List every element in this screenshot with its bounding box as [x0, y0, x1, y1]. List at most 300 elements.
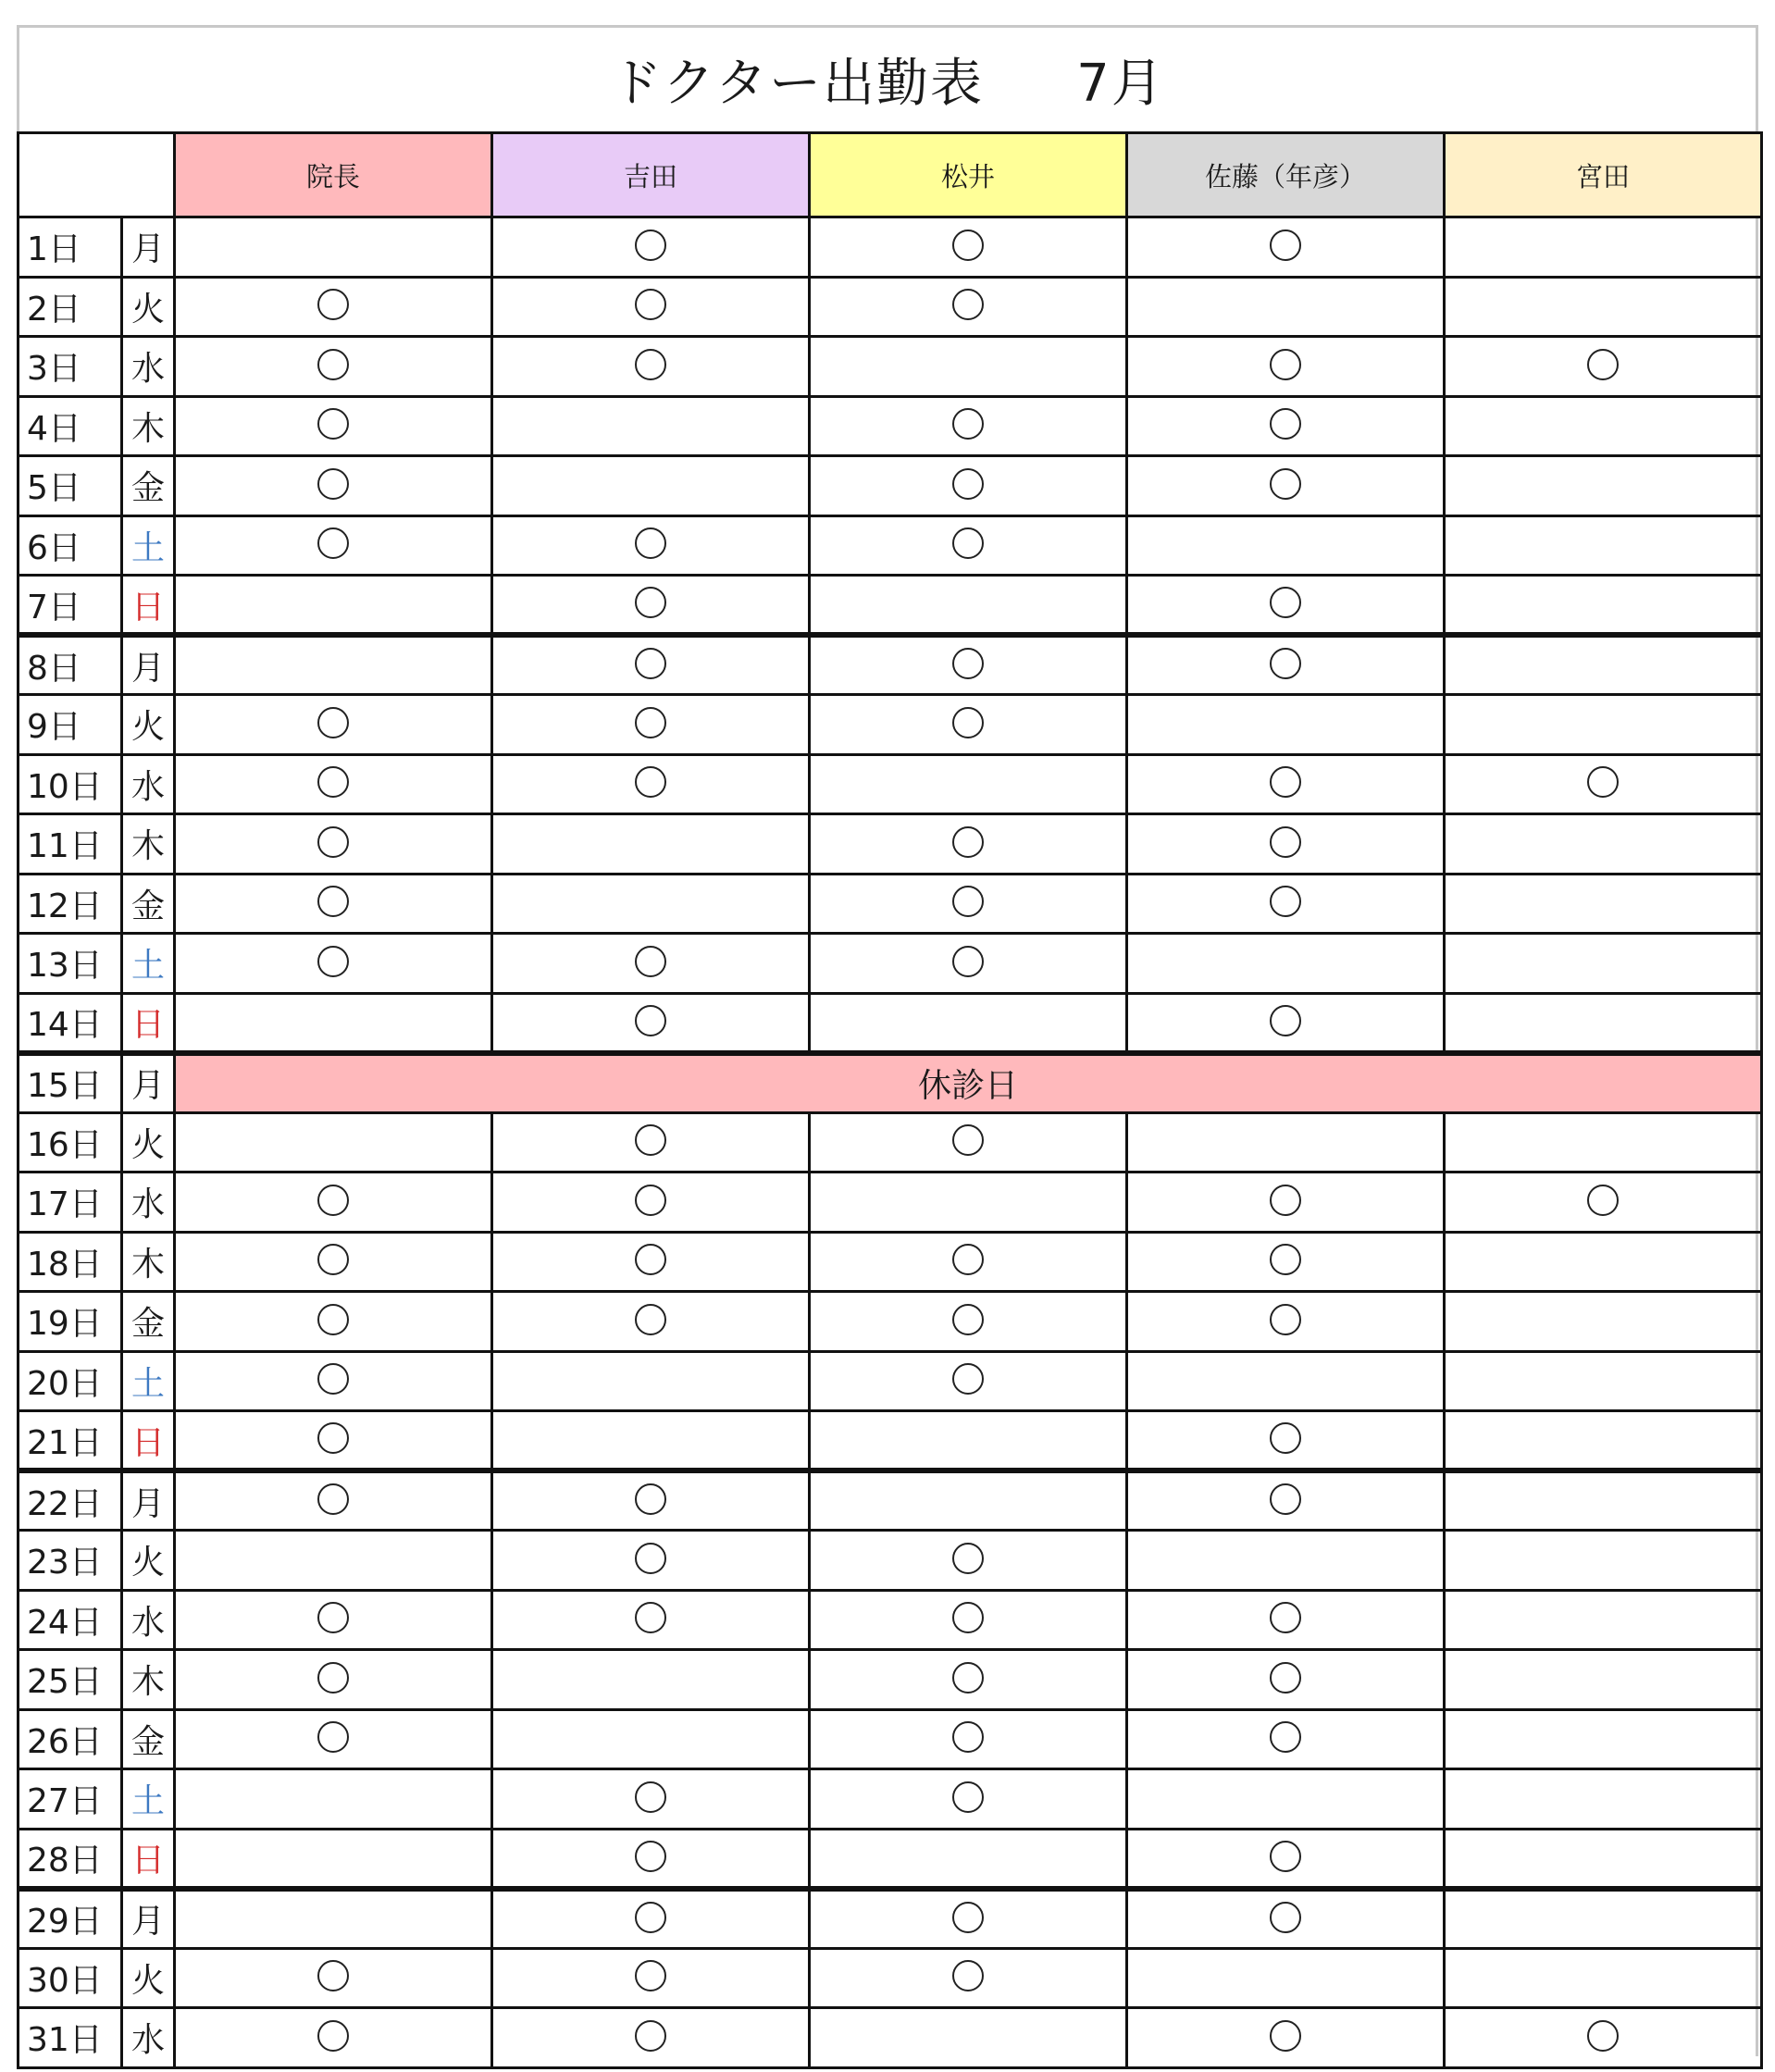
- schedule-cell: [1445, 1889, 1762, 1949]
- table-row: [19, 1769, 1762, 1830]
- attendance-mark: [952, 230, 984, 261]
- attendance-mark: [317, 289, 349, 320]
- schedule-cell: [1127, 1112, 1445, 1172]
- schedule-cell: [810, 1769, 1127, 1830]
- weekday: 日: [122, 576, 175, 636]
- day-number: 19日: [19, 1292, 122, 1352]
- day-number: 10日: [19, 754, 122, 814]
- table-row: [19, 396, 1762, 456]
- schedule-cell: [492, 1650, 810, 1710]
- table-row: [19, 1292, 1762, 1352]
- table-row: [19, 1829, 1762, 1889]
- schedule-cell: [1445, 874, 1762, 934]
- schedule-cell: [1445, 277, 1762, 337]
- schedule-cell: [1127, 1709, 1445, 1769]
- attendance-mark: [635, 289, 666, 320]
- schedule-cell: [1127, 337, 1445, 397]
- table-row: [19, 1232, 1762, 1292]
- schedule-cell: [1445, 396, 1762, 456]
- attendance-mark: [635, 707, 666, 738]
- page-title: ドクター出勤表: [610, 54, 985, 114]
- weekday: 土: [122, 1351, 175, 1411]
- day-number: 13日: [19, 934, 122, 994]
- schedule-cell: [492, 1531, 810, 1591]
- attendance-mark: [635, 230, 666, 261]
- schedule-cell: [1445, 217, 1762, 278]
- schedule-cell: [492, 1351, 810, 1411]
- schedule-cell: [1445, 1351, 1762, 1411]
- attendance-mark: [635, 1304, 666, 1335]
- doctor-header: 松井: [810, 133, 1127, 217]
- attendance-mark: [1270, 886, 1301, 917]
- schedule-cell: [810, 1829, 1127, 1889]
- day-number: 22日: [19, 1470, 122, 1531]
- weekday: 火: [122, 1531, 175, 1591]
- day-number: 21日: [19, 1411, 122, 1471]
- attendance-mark: [1270, 1662, 1301, 1694]
- attendance-mark: [317, 826, 349, 858]
- day-number: 12日: [19, 874, 122, 934]
- schedule-cell: [810, 515, 1127, 576]
- day-number: 18日: [19, 1232, 122, 1292]
- day-number: 29日: [19, 1889, 122, 1949]
- weekday: 木: [122, 396, 175, 456]
- schedule-cell: [175, 337, 492, 397]
- schedule-cell: [175, 1531, 492, 1591]
- attendance-mark: [1270, 1602, 1301, 1633]
- schedule-cell: [492, 814, 810, 875]
- schedule-cell: [1127, 396, 1445, 456]
- weekday: 月: [122, 1470, 175, 1531]
- day-number: 5日: [19, 456, 122, 516]
- schedule-cell: [175, 217, 492, 278]
- schedule-cell: [1445, 993, 1762, 1053]
- schedule-cell: [1127, 874, 1445, 934]
- schedule-cell: [1127, 754, 1445, 814]
- schedule-cell: [1445, 2008, 1762, 2068]
- day-number: 24日: [19, 1590, 122, 1650]
- schedule-cell: [175, 1948, 492, 2008]
- title-month: 7月: [1076, 54, 1165, 114]
- schedule-cell: [1445, 337, 1762, 397]
- schedule-cell: [492, 1889, 810, 1949]
- schedule-cell: [175, 1470, 492, 1531]
- schedule-cell: [492, 1829, 810, 1889]
- attendance-table: [17, 131, 1763, 2069]
- attendance-mark: [1270, 1422, 1301, 1454]
- attendance-mark: [317, 408, 349, 440]
- day-number: 31日: [19, 2008, 122, 2068]
- schedule-cell: [810, 934, 1127, 994]
- schedule-cell: [1445, 635, 1762, 695]
- schedule-cell: [1445, 1650, 1762, 1710]
- schedule-cell: [1127, 1769, 1445, 1830]
- schedule-cell: [492, 515, 810, 576]
- schedule-cell: [1127, 1829, 1445, 1889]
- schedule-cell: [492, 754, 810, 814]
- day-number: 4日: [19, 396, 122, 456]
- attendance-mark: [952, 886, 984, 917]
- day-number: 17日: [19, 1172, 122, 1233]
- schedule-cell: [1127, 1531, 1445, 1591]
- schedule-cell: [1127, 1411, 1445, 1471]
- attendance-mark: [317, 1304, 349, 1335]
- schedule-cell: [175, 277, 492, 337]
- schedule-cell: [492, 396, 810, 456]
- attendance-mark: [317, 1602, 349, 1633]
- schedule-cell: [175, 1411, 492, 1471]
- schedule-cell: [492, 1470, 810, 1531]
- attendance-mark: [317, 1422, 349, 1454]
- schedule-cell: [175, 456, 492, 516]
- table-row: [19, 754, 1762, 814]
- schedule-cell: [175, 396, 492, 456]
- schedule-cell: [492, 277, 810, 337]
- schedule-cell: [492, 993, 810, 1053]
- attendance-mark: [317, 1721, 349, 1753]
- table-row: [19, 1709, 1762, 1769]
- schedule-cell: [492, 874, 810, 934]
- attendance-mark: [635, 1960, 666, 1991]
- schedule-cell: [810, 1709, 1127, 1769]
- day-number: 25日: [19, 1650, 122, 1710]
- schedule-cell: [1445, 576, 1762, 636]
- table-row: [19, 993, 1762, 1053]
- schedule-cell: [1127, 934, 1445, 994]
- schedule-cell: [492, 217, 810, 278]
- schedule-cell: [810, 217, 1127, 278]
- attendance-mark: [635, 1841, 666, 1872]
- table-row: [19, 695, 1762, 755]
- schedule-cell: [492, 456, 810, 516]
- attendance-mark: [1270, 1483, 1301, 1515]
- schedule-cell: [492, 1769, 810, 1830]
- schedule-cell: [1445, 1590, 1762, 1650]
- day-number: 20日: [19, 1351, 122, 1411]
- schedule-cell: [175, 814, 492, 875]
- day-number: 7日: [19, 576, 122, 636]
- schedule-cell: [1127, 1172, 1445, 1233]
- table-row: [19, 2008, 1762, 2068]
- schedule-cell: [810, 1531, 1127, 1591]
- schedule-cell: [1445, 1411, 1762, 1471]
- attendance-mark: [1270, 1304, 1301, 1335]
- attendance-mark: [635, 648, 666, 679]
- weekday: 水: [122, 754, 175, 814]
- attendance-mark: [952, 468, 984, 500]
- attendance-mark: [1587, 1185, 1619, 1216]
- schedule-cell: [175, 1292, 492, 1352]
- schedule-cell: [175, 1769, 492, 1830]
- schedule-cell: [1127, 1232, 1445, 1292]
- attendance-mark: [317, 707, 349, 738]
- weekday: 金: [122, 1709, 175, 1769]
- attendance-mark: [1270, 468, 1301, 500]
- attendance-mark: [635, 1005, 666, 1036]
- schedule-cell: [1127, 2008, 1445, 2068]
- schedule-cell: [492, 1709, 810, 1769]
- day-number: 11日: [19, 814, 122, 875]
- schedule-cell: [810, 456, 1127, 516]
- schedule-cell: [492, 1292, 810, 1352]
- attendance-mark: [952, 1662, 984, 1694]
- schedule-cell: [810, 1948, 1127, 2008]
- day-number: 16日: [19, 1112, 122, 1172]
- schedule-cell: [1445, 814, 1762, 875]
- attendance-mark: [1270, 408, 1301, 440]
- day-number: 14日: [19, 993, 122, 1053]
- schedule-cell: [492, 1590, 810, 1650]
- header-corner: [19, 133, 175, 217]
- attendance-mark: [952, 1543, 984, 1574]
- schedule-cell: [1445, 1292, 1762, 1352]
- schedule-cell: [810, 814, 1127, 875]
- schedule-cell: [1127, 1292, 1445, 1352]
- table-row: [19, 1411, 1762, 1471]
- weekday: 火: [122, 277, 175, 337]
- schedule-cell: [492, 1232, 810, 1292]
- schedule-cell: [810, 993, 1127, 1053]
- schedule-cell: [492, 576, 810, 636]
- title-bar: [17, 25, 1758, 134]
- attendance-mark: [952, 1304, 984, 1335]
- weekday: 金: [122, 456, 175, 516]
- schedule-cell: [492, 934, 810, 994]
- attendance-mark: [635, 1781, 666, 1813]
- schedule-cell: [1127, 277, 1445, 337]
- schedule-cell: [1127, 993, 1445, 1053]
- table-row: [19, 337, 1762, 397]
- schedule-cell: [1127, 814, 1445, 875]
- schedule-cell: [1127, 1470, 1445, 1531]
- day-number: 9日: [19, 695, 122, 755]
- day-number: 8日: [19, 635, 122, 695]
- attendance-mark: [952, 1363, 984, 1395]
- table-row: [19, 1650, 1762, 1710]
- day-number: 23日: [19, 1531, 122, 1591]
- schedule-cell: [1127, 635, 1445, 695]
- weekday: 水: [122, 2008, 175, 2068]
- schedule-cell: [175, 1232, 492, 1292]
- attendance-mark: [1270, 826, 1301, 858]
- schedule-cell: [175, 1590, 492, 1650]
- attendance-mark: [635, 766, 666, 798]
- schedule-cell: [810, 277, 1127, 337]
- table-row: [19, 1590, 1762, 1650]
- weekday: 火: [122, 1948, 175, 2008]
- weekday: 日: [122, 1411, 175, 1471]
- schedule-cell: [1445, 1948, 1762, 2008]
- doctor-header: 佐藤（年彦）: [1127, 133, 1445, 217]
- attendance-mark: [1270, 648, 1301, 679]
- attendance-mark: [317, 1662, 349, 1694]
- attendance-mark: [952, 707, 984, 738]
- attendance-mark: [635, 1124, 666, 1156]
- table-row: [19, 1531, 1762, 1591]
- attendance-mark: [952, 1721, 984, 1753]
- weekday: 月: [122, 217, 175, 278]
- table-row: [19, 1053, 1762, 1113]
- schedule-cell: [810, 1411, 1127, 1471]
- weekday: 金: [122, 874, 175, 934]
- weekday: 金: [122, 1292, 175, 1352]
- attendance-mark: [1270, 766, 1301, 798]
- schedule-cell: [1445, 456, 1762, 516]
- attendance-mark: [635, 1543, 666, 1574]
- schedule-cell: [810, 1232, 1127, 1292]
- schedule-cell: [810, 337, 1127, 397]
- schedule-cell: [175, 1709, 492, 1769]
- attendance-mark: [317, 1185, 349, 1216]
- attendance-mark: [1270, 1005, 1301, 1036]
- attendance-mark: [635, 587, 666, 618]
- doctor-header: 院長: [175, 133, 492, 217]
- schedule-cell: [175, 576, 492, 636]
- table-row: [19, 874, 1762, 934]
- holiday-cell: 休診日: [175, 1053, 1762, 1113]
- schedule-cell: [1445, 754, 1762, 814]
- attendance-mark: [952, 1902, 984, 1933]
- attendance-mark: [1587, 766, 1619, 798]
- schedule-cell: [175, 993, 492, 1053]
- schedule-cell: [175, 1829, 492, 1889]
- table-row: [19, 217, 1762, 278]
- doctor-header: 宮田: [1445, 133, 1762, 217]
- schedule-cell: [175, 1351, 492, 1411]
- attendance-mark: [952, 826, 984, 858]
- attendance-mark: [635, 1902, 666, 1933]
- attendance-mark: [952, 1244, 984, 1275]
- schedule-cell: [810, 1292, 1127, 1352]
- schedule-cell: [492, 695, 810, 755]
- schedule-cell: [810, 1351, 1127, 1411]
- attendance-mark: [1270, 1841, 1301, 1872]
- schedule-cell: [492, 2008, 810, 2068]
- schedule-cell: [492, 1112, 810, 1172]
- attendance-mark: [1587, 2020, 1619, 2052]
- day-number: 28日: [19, 1829, 122, 1889]
- day-number: 15日: [19, 1053, 122, 1113]
- attendance-mark: [317, 946, 349, 977]
- header-row: [19, 133, 1762, 217]
- attendance-mark: [317, 2020, 349, 2052]
- weekday: 水: [122, 1590, 175, 1650]
- schedule-cell: [810, 635, 1127, 695]
- weekday: 土: [122, 515, 175, 576]
- schedule-cell: [1445, 515, 1762, 576]
- schedule-cell: [1445, 934, 1762, 994]
- weekday: 日: [122, 993, 175, 1053]
- schedule-cell: [1445, 1172, 1762, 1233]
- attendance-mark: [635, 1483, 666, 1515]
- weekday: 水: [122, 1172, 175, 1233]
- schedule-cell: [492, 1411, 810, 1471]
- table-body: [19, 217, 1762, 2068]
- day-number: 26日: [19, 1709, 122, 1769]
- schedule-cell: [175, 1112, 492, 1172]
- day-number: 3日: [19, 337, 122, 397]
- day-number: 30日: [19, 1948, 122, 2008]
- schedule-cell: [1127, 1650, 1445, 1710]
- attendance-mark: [317, 527, 349, 559]
- attendance-mark: [317, 886, 349, 917]
- attendance-mark: [1587, 349, 1619, 380]
- schedule-cell: [1127, 456, 1445, 516]
- schedule-cell: [175, 635, 492, 695]
- attendance-mark: [317, 1483, 349, 1515]
- schedule-cell: [810, 1172, 1127, 1233]
- schedule-cell: [1127, 695, 1445, 755]
- attendance-mark: [317, 766, 349, 798]
- attendance-mark: [1270, 1185, 1301, 1216]
- schedule-cell: [810, 396, 1127, 456]
- table-row: [19, 576, 1762, 636]
- schedule-cell: [810, 1470, 1127, 1531]
- schedule-cell: [810, 1889, 1127, 1949]
- table-row: [19, 456, 1762, 516]
- schedule-cell: [810, 1590, 1127, 1650]
- attendance-mark: [952, 946, 984, 977]
- attendance-mark: [317, 1244, 349, 1275]
- attendance-mark: [952, 1124, 984, 1156]
- table-row: [19, 1351, 1762, 1411]
- table-row: [19, 1112, 1762, 1172]
- attendance-mark: [317, 349, 349, 380]
- attendance-mark: [1270, 587, 1301, 618]
- schedule-cell: [1127, 1351, 1445, 1411]
- schedule-cell: [1127, 515, 1445, 576]
- schedule-cell: [1445, 1709, 1762, 1769]
- schedule-cell: [1445, 1112, 1762, 1172]
- attendance-mark: [635, 1185, 666, 1216]
- schedule-cell: [810, 2008, 1127, 2068]
- attendance-mark: [317, 1363, 349, 1395]
- schedule-cell: [1445, 1829, 1762, 1889]
- weekday: 木: [122, 814, 175, 875]
- day-number: 1日: [19, 217, 122, 278]
- schedule-cell: [175, 1889, 492, 1949]
- schedule-cell: [175, 2008, 492, 2068]
- weekday: 月: [122, 1053, 175, 1113]
- schedule-cell: [175, 515, 492, 576]
- table-row: [19, 934, 1762, 994]
- schedule-cell: [175, 874, 492, 934]
- attendance-mark: [952, 527, 984, 559]
- weekday: 日: [122, 1829, 175, 1889]
- schedule-cell: [492, 1948, 810, 2008]
- schedule-cell: [810, 754, 1127, 814]
- schedule-cell: [1445, 1470, 1762, 1531]
- schedule-cell: [175, 695, 492, 755]
- attendance-mark: [635, 946, 666, 977]
- attendance-mark: [952, 1781, 984, 1813]
- schedule-cell: [810, 1112, 1127, 1172]
- schedule-cell: [1127, 576, 1445, 636]
- weekday: 月: [122, 1889, 175, 1949]
- weekday: 水: [122, 337, 175, 397]
- table-row: [19, 814, 1762, 875]
- attendance-mark: [317, 468, 349, 500]
- schedule-cell: [492, 635, 810, 695]
- table-row: [19, 277, 1762, 337]
- attendance-mark: [952, 289, 984, 320]
- schedule-cell: [810, 1650, 1127, 1710]
- doctor-header: 吉田: [492, 133, 810, 217]
- weekday: 月: [122, 635, 175, 695]
- schedule-cell: [175, 754, 492, 814]
- weekday: 木: [122, 1232, 175, 1292]
- schedule-cell: [1127, 1948, 1445, 2008]
